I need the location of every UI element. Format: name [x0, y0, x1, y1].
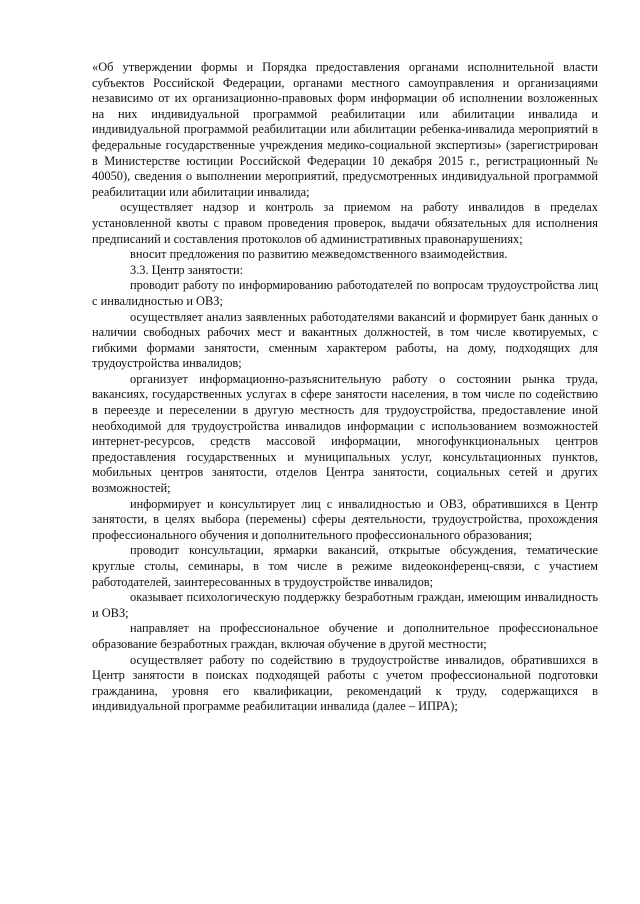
section-heading-employment-center: 3.3. Центр занятости: — [130, 262, 244, 277]
document-page — [92, 60, 598, 715]
paragraph-professional-training: направляет на профессиональное обучение и дополнительное профессиональное образование безработных граждан, включая обучение в другой местности; — [92, 621, 598, 651]
paragraph-vacancy-analysis: осуществляет анализ заявленных работодателями вакансий и формирует банк данных о наличии свободных рабочих мест и вакантных должностей, в том числе квотируемых, с гибкими формами занятости, сменным характером работы, на дому, подходящих для трудоустройства инвалидов; — [92, 309, 598, 371]
paragraph-employment-assistance: осуществляет работу по содействию в трудоустройстве инвалидов, обратившихся в Центр занятости в поисках подходящей работы с учетом профессиональной подготовки гражданина, уровня его квалификации, рекомендаций к труду, содержащихся в индивидуальной программе реабилитации инвалида (далее – ИПРА); — [92, 652, 598, 714]
paragraph-information-outreach: организует информационно-разъяснительную работу о состоянии рынка труда, вакансиях, государственных услугах в сфере занятости населения, в том числе по содействию в переезде и переселении в другую местность для трудоустройства, предоставление иной необходимой для трудоустройства инвалидов информации с использованием возможностей интернет-ресурсов, средств массовой информации, многофункциональных центров предоставления государственных и муниципальных услуг, консультационных пунктов, мобильных центров занятости, отделов Центра занятости, социальных сетей и других возможностей; — [92, 371, 598, 496]
paragraph-career-consulting: информирует и консультирует лиц с инвалидностью и ОВЗ, обратившихся в Центр занятости, в целях выбора (перемены) сферы деятельности, трудоустройства, прохождения профессионального обучения и дополнительного профессионального образования; — [92, 496, 598, 542]
paragraph-psychological-support: оказывает психологическую поддержку безработным граждан, имеющим инвалидность и ОВЗ; — [92, 590, 598, 620]
paragraph-interagency-proposals: вносит предложения по развитию межведомственного взаимодействия. — [130, 247, 508, 262]
paragraph-employer-informing: проводит работу по информированию работодателей по вопросам трудоустройства лиц с инвалидностью и ОВЗ; — [92, 278, 598, 308]
paragraph-quota-supervision: осуществляет надзор и контроль за приемом на работу инвалидов в пределах установленной квоты с правом проведения проверок, выдачи обязательных для исполнения предписаний и составления протоколов об административных правонарушениях; — [92, 200, 598, 246]
paragraph-job-fairs: проводит консультации, ярмарки вакансий, открытые обсуждения, тематические круглые столы, семинары, в том числе в режиме видеоконференц-связи, с участием работодателей, заинтересованных в трудоустройстве инвалидов; — [92, 543, 598, 589]
paragraph-federal-order-continuation: «Об утверждении формы и Порядка предоставления органами исполнительной власти субъектов Российской Федерации, органами местного самоуправления и организациями независимо от их организационно-правовых форм информации об исполнении возложенных на них индивидуальной программой реабилитации или абилитации инвалида и индивидуальной программой реабилитации или абилитации ребенка-инвалида мероприятий в федеральные государственные учреждения медико-социальной экспертизы» (зарегистрирован в Министерстве юстиции Российской Федерации 10 декабря 2015 г., регистрационный № 40050), сведения о выполнении мероприятий, предусмотренных индивидуальной программой реабилитации или абилитации инвалида; — [92, 60, 598, 199]
